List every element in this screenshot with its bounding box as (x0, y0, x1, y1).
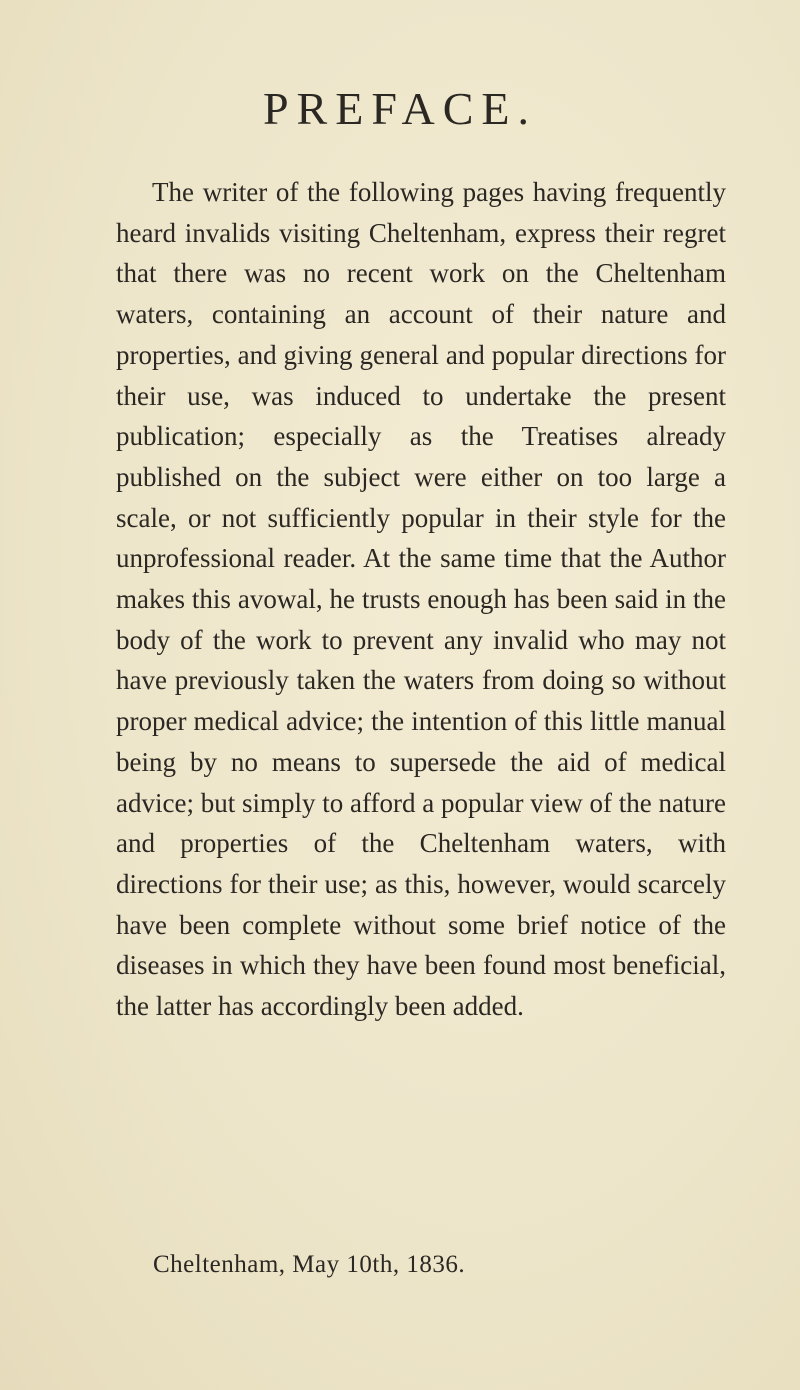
preface-paragraph: The writer of the following pages having frequently heard invalids visiting Cheltenham, express their regret that there was no recent work on the Cheltenham waters, containing an account of their nature and properties, and giving general and popular directions for their use, was induced to undertake the present publication; especially as the Treatises already published on the subject were either on too large a scale, or not sufficiently popular in their style for the unprofessional reader. At the same time that the Author makes this avowal, he trusts enough has been said in the body of the work to prevent any invalid who may not have previously taken the waters from doing so without proper medical advice; the intention of this little manual being by no means to supersede the aid of medical advice; but simply to afford a popular view of the nature and properties of the Cheltenham waters, with directions for their use; as this, however, would scarcely have been complete without some brief notice of the diseases in which they have been found most beneficial, the latter has accordingly been added. (116, 177, 726, 1022)
page-title: PREFACE. (262, 83, 538, 134)
place-date-signature: Cheltenham, May 10th, 1836. (153, 1251, 466, 1278)
